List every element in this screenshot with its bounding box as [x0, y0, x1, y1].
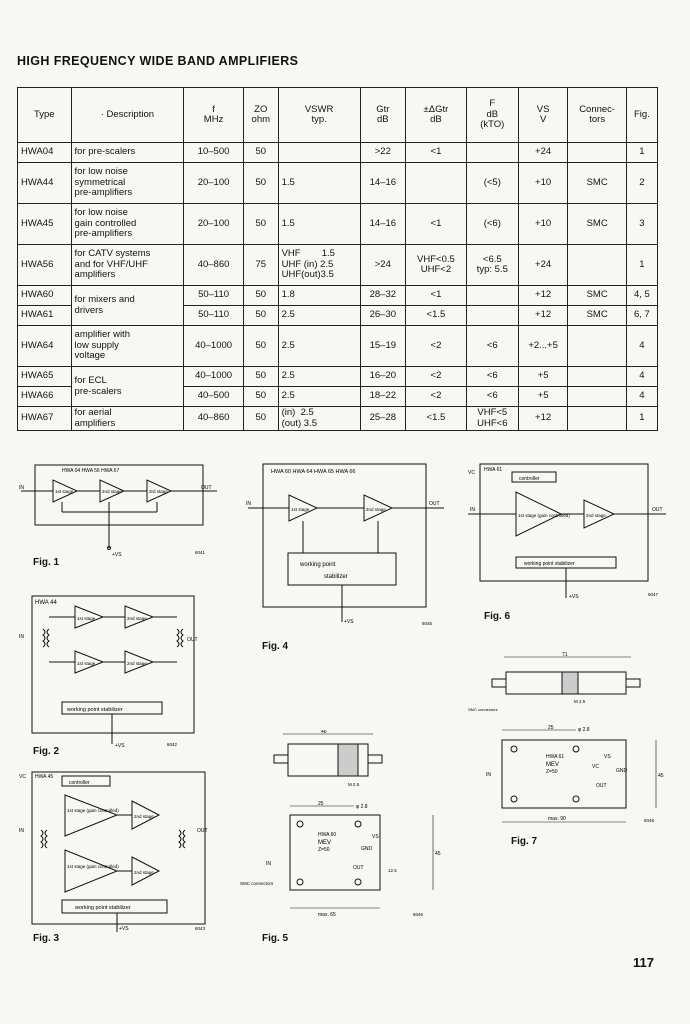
cell-dg: <1: [406, 204, 467, 245]
cell-vs: +12: [518, 407, 568, 431]
figure-text-f5vs: VS: [372, 834, 379, 840]
cell-fig: 1: [626, 407, 657, 431]
figure-text-f1vs: +VS: [112, 552, 122, 558]
cell-dg: <2: [406, 326, 467, 367]
figure-text-f6code: 6047: [648, 592, 659, 597]
figure-text-f7b2: MEV: [546, 762, 560, 768]
page-number: 117: [633, 955, 654, 970]
cell-conn: [568, 143, 626, 163]
table-row: [18, 367, 658, 387]
cell-g: 26–30: [360, 306, 405, 326]
column-header-10: Fig.: [626, 88, 657, 143]
figure-text-f7d90: max. 90: [548, 816, 566, 822]
figure-text-f3code: 6043: [195, 926, 206, 931]
figure-text-f7vs: VS: [604, 754, 611, 760]
figure-1-diagram: [17, 460, 222, 558]
cell-dg: <1: [406, 286, 467, 306]
cell-type: HWA04: [18, 143, 72, 163]
figure-text-f3vc: VC: [19, 774, 26, 780]
cell-desc: for CATV systems and for VHF/UHF amplifiers: [71, 245, 184, 286]
cell-g: >24: [360, 245, 405, 286]
figure-text-f1s3: 3rd stage: [149, 489, 168, 494]
column-header-0: Type: [18, 88, 72, 143]
cell-type: HWA45: [18, 204, 72, 245]
cell-z: 50: [243, 367, 278, 387]
cell-F: <6: [466, 367, 518, 387]
figure-text-f5gnd: GND: [361, 846, 373, 852]
figure-text-f1out: OUT: [201, 485, 212, 491]
cell-f: 20–100: [184, 204, 244, 245]
cell-fig: 2: [626, 163, 657, 204]
cell-g: 28–32: [360, 286, 405, 306]
figure-text-f6s1: 1st stage (gain controlled): [518, 513, 570, 518]
cell-g: 18–22: [360, 387, 405, 407]
cell-f: 10–500: [184, 143, 244, 163]
figure-text-f2h: HWA 44: [35, 600, 57, 606]
figure-text-f6s2: 2nd stage: [586, 513, 606, 518]
figure-text-f3s1a: 1st stage (gain controlled): [67, 808, 119, 813]
table-row: [18, 245, 658, 286]
figure-5-drawing: [238, 730, 456, 926]
figure-7-label: Fig. 7: [511, 836, 538, 847]
column-header-6: ±ΔGtr dB: [406, 88, 467, 143]
cell-conn: SMC: [568, 204, 626, 245]
cell-F: [466, 286, 518, 306]
cell-vs: +10: [518, 163, 568, 204]
figure-text-f7m25: M 2.5: [574, 699, 586, 704]
figure-text-f7smc: SMC connectors: [468, 707, 498, 712]
cell-desc: for ECL pre-scalers: [71, 367, 184, 407]
cell-desc: for mixers and drivers: [71, 286, 184, 326]
cell-conn: [568, 326, 626, 367]
figure-text-f4code: 6045: [422, 621, 433, 626]
figure-text-f6out: OUT: [652, 507, 663, 513]
cell-dg: <1.5: [406, 306, 467, 326]
figure-text-f6vs: +VS: [569, 594, 579, 600]
cell-z: 50: [243, 204, 278, 245]
cell-f: 50–110: [184, 286, 244, 306]
figure-3-diagram: [17, 770, 209, 932]
figure-text-f3h: HWA 45: [35, 774, 54, 780]
figure-text-f7code: 6048: [644, 818, 655, 823]
cell-f: 20–100: [184, 163, 244, 204]
figure-text-f7gnd: GND: [616, 768, 628, 774]
figure-2-diagram: [17, 594, 197, 750]
cell-vs: +2...+5: [518, 326, 568, 367]
cell-fig: 1: [626, 143, 657, 163]
figure-text-f2s1a: 1st stage: [77, 616, 96, 621]
figure-text-f4h: HWA 60 HWA 64 HWA 65 HWA 66: [271, 469, 356, 475]
cell-fig: 3: [626, 204, 657, 245]
figure-5-label: Fig. 5: [262, 933, 289, 944]
cell-vs: +5: [518, 367, 568, 387]
cell-f: 50–110: [184, 306, 244, 326]
table-row: [18, 407, 658, 431]
cell-vswr: 1.5: [278, 204, 360, 245]
figure-text-f6vc: VC: [468, 470, 475, 476]
cell-vs: +12: [518, 306, 568, 326]
cell-z: 50: [243, 286, 278, 306]
table-row: [18, 204, 658, 245]
figure-text-f1s1: 1st stage: [55, 489, 74, 494]
figure-text-f5b2: MEV: [318, 840, 332, 846]
column-header-8: VS V: [518, 88, 568, 143]
cell-fig: 4: [626, 326, 657, 367]
cell-conn: [568, 367, 626, 387]
figure-text-f2code: 6042: [167, 742, 178, 747]
cell-type: HWA44: [18, 163, 72, 204]
cell-F: <6.5 typ: 5.5: [466, 245, 518, 286]
cell-fig: 6, 7: [626, 306, 657, 326]
cell-F: [466, 143, 518, 163]
figure-text-f5m25: M 2.5: [348, 782, 360, 787]
figure-text-f2vs: +VS: [115, 743, 125, 749]
cell-vs: +24: [518, 143, 568, 163]
figure-text-f4s1: 1st stage: [291, 507, 310, 512]
cell-fig: 4: [626, 367, 657, 387]
figure-text-f3in: IN: [19, 828, 24, 834]
cell-conn: SMC: [568, 306, 626, 326]
page-title: HIGH FREQUENCY WIDE BAND AMPLIFIERS: [17, 54, 299, 68]
figure-text-f1s2: 2nd stage: [102, 489, 122, 494]
column-header-3: ZO ohm: [243, 88, 278, 143]
cell-vswr: 2.5: [278, 387, 360, 407]
cell-F: VHF<5 UHF<6: [466, 407, 518, 431]
cell-conn: SMC: [568, 163, 626, 204]
cell-conn: SMC: [568, 286, 626, 306]
cell-g: 15–19: [360, 326, 405, 367]
figure-text-f5d65: max. 65: [318, 912, 336, 918]
figure-text-f3vs: +VS: [119, 926, 129, 932]
figure-text-f1in: IN: [19, 485, 24, 491]
figure-text-f7b3: Z=50: [546, 769, 558, 775]
figure-text-f5d25: 25: [318, 801, 324, 807]
figure-text-f3s2b: 2nd stage: [134, 870, 154, 875]
cell-g: 14–16: [360, 204, 405, 245]
specification-table: [17, 87, 658, 431]
cell-type: HWA60: [18, 286, 72, 306]
cell-f: 40–860: [184, 407, 244, 431]
cell-z: 50: [243, 163, 278, 204]
cell-desc: amplifier with low supply voltage: [71, 326, 184, 367]
cell-dg: <2: [406, 367, 467, 387]
figure-text-f5d45: 45: [435, 851, 441, 857]
figure-text-f5b3: Z=50: [318, 847, 330, 853]
cell-vswr: VHF 1.5 UHF (in) 2.5 UHF(out)3.5: [278, 245, 360, 286]
figure-2-label: Fig. 2: [33, 746, 60, 757]
cell-vswr: 1.5: [278, 163, 360, 204]
cell-fig: 4: [626, 387, 657, 407]
figure-text-f7dia: φ 2.8: [578, 727, 590, 733]
figure-text-f5d46: 46: [321, 730, 327, 735]
figure-text-f1code: 6041: [195, 550, 206, 555]
cell-vswr: 1.8: [278, 286, 360, 306]
table-row: [18, 143, 658, 163]
figure-text-f3ctl: controller: [69, 780, 90, 786]
figure-text-f7out: OUT: [596, 783, 607, 789]
figure-text-f4st1: working point: [300, 562, 336, 568]
figure-text-f7in: IN: [486, 772, 491, 778]
figure-text-f3s1b: 1st stage (gain controlled): [67, 864, 119, 869]
column-header-9: Connec- tors: [568, 88, 626, 143]
cell-vs: +5: [518, 387, 568, 407]
figure-text-f3out: OUT: [197, 828, 208, 834]
figure-text-f2out: OUT: [187, 637, 197, 643]
cell-f: 40–860: [184, 245, 244, 286]
cell-fig: 4, 5: [626, 286, 657, 306]
cell-type: HWA56: [18, 245, 72, 286]
column-header-4: VSWR typ.: [278, 88, 360, 143]
cell-dg: <1.5: [406, 407, 467, 431]
figure-text-f3stab: working point stabilizer: [75, 905, 131, 911]
cell-f: 40–500: [184, 387, 244, 407]
cell-g: 14–16: [360, 163, 405, 204]
cell-fig: 1: [626, 245, 657, 286]
figure-text-f6h: HWA 61: [484, 467, 503, 473]
cell-F: <6: [466, 387, 518, 407]
figure-text-f5d12: 12.5: [388, 868, 397, 873]
figure-text-f6stab: working point stabilizer: [524, 561, 575, 567]
cell-desc: for pre-scalers: [71, 143, 184, 163]
cell-F: (<6): [466, 204, 518, 245]
figure-text-f2s2a: 2nd stage: [127, 616, 147, 621]
table-header-row: [18, 88, 658, 143]
cell-vswr: 2.5: [278, 326, 360, 367]
figure-1-label: Fig. 1: [33, 557, 60, 568]
cell-vswr: (in) 2.5 (out) 3.5: [278, 407, 360, 431]
figure-text-f5in: IN: [266, 861, 271, 867]
figure-text-f7d71: 71: [562, 652, 568, 658]
column-header-7: F dB (kTO): [466, 88, 518, 143]
figure-text-f3s2a: 2nd stage: [134, 814, 154, 819]
figure-text-f2s1b: 1st stage: [77, 661, 96, 666]
cell-dg: VHF<0.5 UHF<2: [406, 245, 467, 286]
figure-text-f6in: IN: [470, 507, 475, 513]
figure-text-f5b1: HWA 60: [318, 832, 337, 838]
cell-vs: +12: [518, 286, 568, 306]
cell-z: 50: [243, 407, 278, 431]
cell-F: (<5): [466, 163, 518, 204]
cell-type: HWA67: [18, 407, 72, 431]
figure-text-f6ctl: controller: [519, 476, 540, 482]
cell-vswr: 2.5: [278, 367, 360, 387]
figure-7-drawing: [466, 652, 672, 832]
cell-F: <6: [466, 326, 518, 367]
cell-g: 25–28: [360, 407, 405, 431]
figure-text-f7d25: 25: [548, 725, 554, 731]
cell-conn: [568, 407, 626, 431]
cell-vs: +24: [518, 245, 568, 286]
cell-g: >22: [360, 143, 405, 163]
table-row: [18, 286, 658, 306]
column-header-5: Gtr dB: [360, 88, 405, 143]
figure-text-f7d45: 45: [658, 773, 664, 779]
figure-3-label: Fig. 3: [33, 933, 60, 944]
cell-dg: [406, 163, 467, 204]
figure-text-f7vc: VC: [592, 764, 599, 770]
cell-desc: for low noise gain controlled pre-amplifiers: [71, 204, 184, 245]
cell-vs: +10: [518, 204, 568, 245]
figure-text-f5smc: SMC connectors: [240, 881, 274, 886]
figure-6-diagram: [466, 462, 670, 602]
figure-text-f2s2b: 2nd stage: [127, 661, 147, 666]
figure-text-f2stab: working point stabilizer: [67, 707, 123, 713]
figure-1-header: HWA 04 HWA 56 HWA 67: [62, 468, 120, 474]
cell-type: HWA64: [18, 326, 72, 367]
figure-4-label: Fig. 4: [262, 641, 289, 652]
cell-type: HWA61: [18, 306, 72, 326]
figure-6-label: Fig. 6: [484, 611, 511, 622]
cell-z: 50: [243, 387, 278, 407]
figure-text-f5code: 6046: [413, 912, 424, 917]
figure-text-f5out: OUT: [353, 865, 364, 871]
cell-dg: <1: [406, 143, 467, 163]
figure-4-diagram: [244, 462, 450, 632]
cell-F: [466, 306, 518, 326]
cell-z: 50: [243, 326, 278, 367]
figure-text-f5dia: φ 2.8: [356, 804, 368, 810]
cell-z: 50: [243, 306, 278, 326]
cell-z: 50: [243, 143, 278, 163]
cell-f: 40–1000: [184, 367, 244, 387]
figure-text-f4st2: stabilizer: [324, 574, 348, 580]
column-header-1: · Description: [71, 88, 184, 143]
table-row: [18, 326, 658, 367]
cell-g: 16–20: [360, 367, 405, 387]
figure-text-f4s2: 2nd stage: [366, 507, 386, 512]
cell-desc: for aerial amplifiers: [71, 407, 184, 431]
cell-conn: [568, 245, 626, 286]
cell-z: 75: [243, 245, 278, 286]
cell-type: HWA66: [18, 387, 72, 407]
figure-text-f4out: OUT: [429, 501, 440, 507]
column-header-2: f MHz: [184, 88, 244, 143]
cell-type: HWA65: [18, 367, 72, 387]
cell-vswr: [278, 143, 360, 163]
cell-desc: for low noise symmetrical pre-amplifiers: [71, 163, 184, 204]
cell-vswr: 2.5: [278, 306, 360, 326]
cell-conn: [568, 387, 626, 407]
figure-text-f4in: IN: [246, 501, 251, 507]
cell-f: 40–1000: [184, 326, 244, 367]
figure-text-f2in: IN: [19, 634, 24, 640]
figure-text-f7b1: HWA 61: [546, 754, 565, 760]
table-row: [18, 163, 658, 204]
figure-text-f4vs: +VS: [344, 619, 354, 625]
cell-dg: <2: [406, 387, 467, 407]
